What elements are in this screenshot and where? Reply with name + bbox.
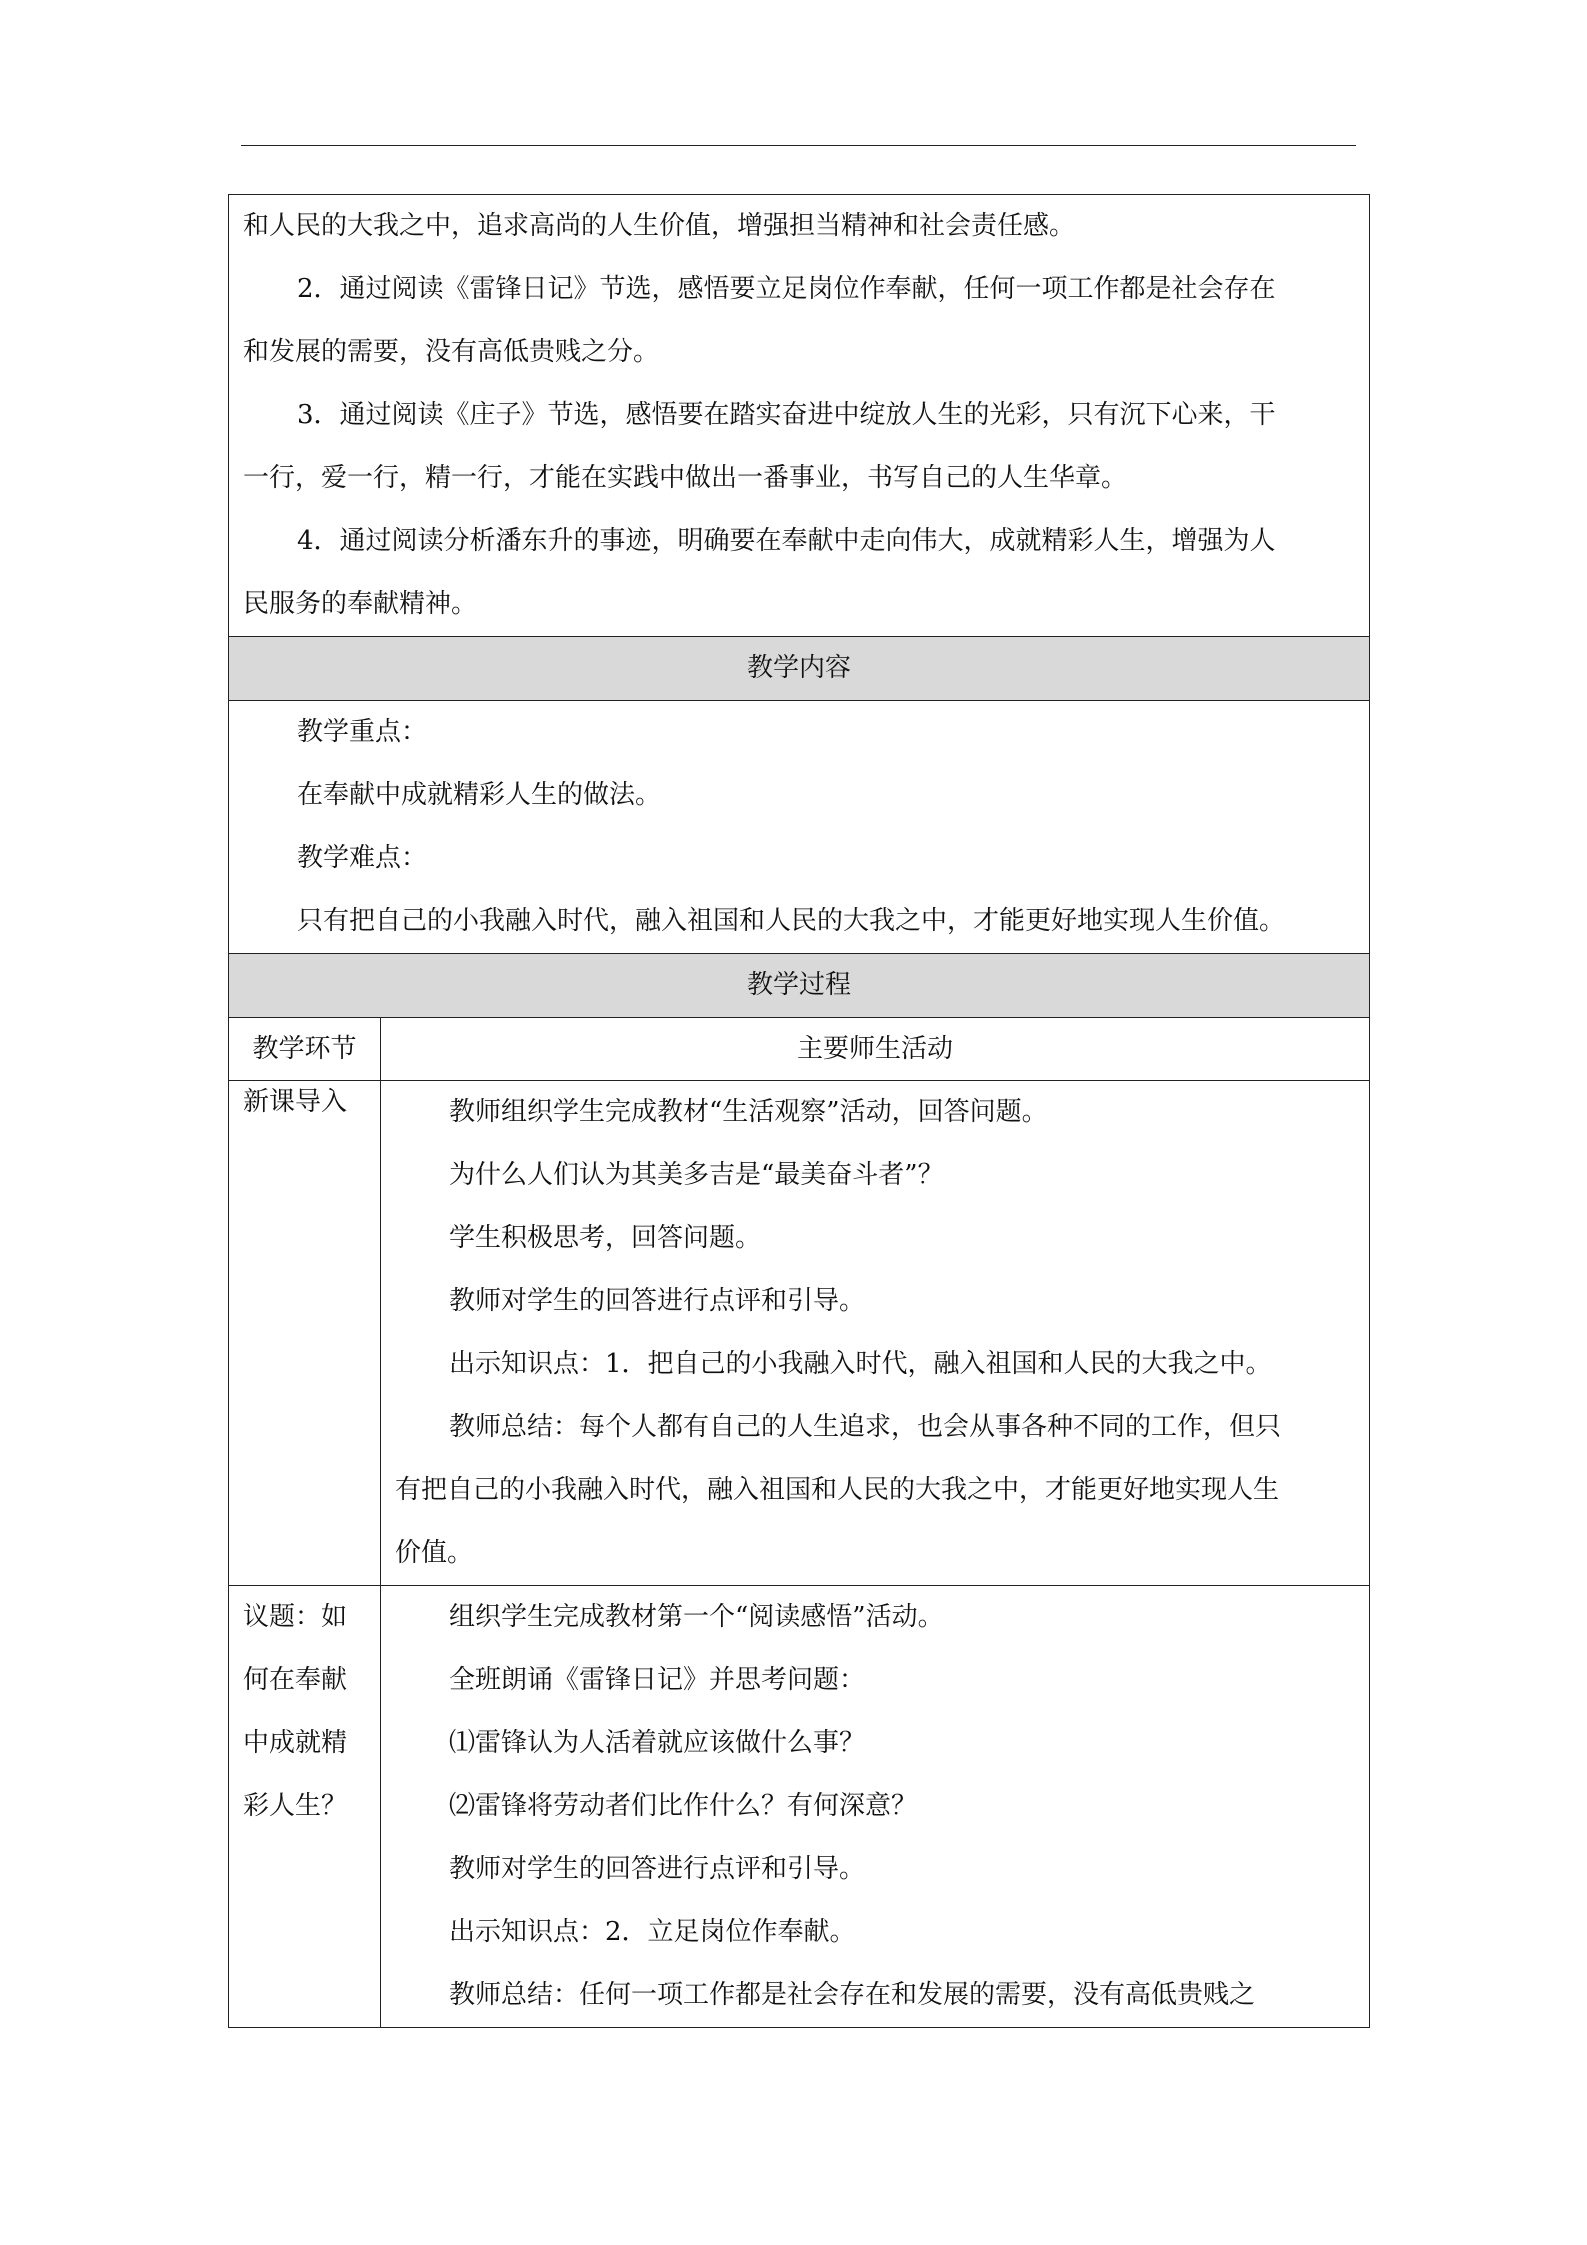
stage-label xyxy=(229,1586,380,1838)
table-row xyxy=(229,1586,1370,2028)
stage-cell xyxy=(229,1586,381,2028)
activity-line: 出示知识点：2．立足岗位作奉献。 xyxy=(449,1917,856,1947)
content-line: 只有把自己的小我融入时代，融入祖国和人民的大我之中，才能更好地实现人生价值。 xyxy=(297,906,1286,936)
stage-cell xyxy=(229,1081,381,1586)
activity-line: 教师对学生的回答进行点评和引导。 xyxy=(449,1286,866,1316)
content-heading-row xyxy=(229,637,1370,701)
objectives-line: 和人民的大我之中，追求高尚的人生价值，增强担当精神和社会责任感。 xyxy=(243,211,1076,241)
stage-label: 新课导入 xyxy=(243,1087,348,1117)
content-line: 教学难点： xyxy=(297,843,428,873)
objectives-cell xyxy=(229,195,1370,637)
activity-line: 全班朗诵《雷锋日记》并思考问题： xyxy=(449,1665,866,1695)
activity-line: 教师总结：任何一项工作都是社会存在和发展的需要，没有高低贵贱之 xyxy=(449,1980,1256,2010)
stage-label-line: 中成就精 xyxy=(243,1728,348,1758)
stage-label-line: 议题：如 xyxy=(243,1602,348,1632)
activity-line: ⑵雷锋将劳动者们比作什么？有何深意？ xyxy=(449,1791,918,1821)
process-column-header-row xyxy=(229,1018,1370,1081)
activity-line: 出示知识点：1．把自己的小我融入时代，融入祖国和人民的大我之中。 xyxy=(449,1349,1272,1379)
activity-line: 教师总结：每个人都有自己的人生追求，也会从事各种不同的工作，但只 xyxy=(449,1412,1282,1442)
objectives-line: 3．通过阅读《庄子》节选，感悟要在踏实奋进中绽放人生的光彩，只有沉下心来，干 xyxy=(297,400,1276,430)
content-section-heading: 教学内容 xyxy=(229,637,1370,701)
stage-label-line: 何在奉献 xyxy=(243,1665,348,1695)
content-line: 教学重点： xyxy=(297,717,428,747)
activity-line: 学生积极思考，回答问题。 xyxy=(449,1223,762,1253)
process-heading-row xyxy=(229,954,1370,1018)
activity-cell xyxy=(381,1586,1370,2028)
lesson-plan-table xyxy=(228,194,1370,2028)
content-row xyxy=(229,701,1370,954)
content-cell xyxy=(229,701,1370,954)
objectives-line: 和发展的需要，没有高低贵贱之分。 xyxy=(243,337,660,367)
activity-line: ⑴雷锋认为人活着就应该做什么事？ xyxy=(449,1728,866,1758)
header-rule xyxy=(241,145,1356,146)
activity-cell xyxy=(381,1081,1370,1586)
activity-line: 教师对学生的回答进行点评和引导。 xyxy=(449,1854,866,1884)
objectives-line: 4．通过阅读分析潘东升的事迹，明确要在奉献中走向伟大，成就精彩人生，增强为人 xyxy=(297,526,1276,556)
column-header-stage: 教学环节 xyxy=(229,1018,381,1081)
objectives-row xyxy=(229,195,1370,637)
table-row xyxy=(229,1081,1370,1586)
objectives-line: 民服务的奉献精神。 xyxy=(243,589,478,619)
activity-line: 有把自己的小我融入时代，融入祖国和人民的大我之中，才能更好地实现人生 xyxy=(395,1475,1280,1505)
activity-line: 为什么人们认为其美多吉是“最美奋斗者”？ xyxy=(449,1160,944,1190)
activity-line: 教师组织学生完成教材“生活观察”活动，回答问题。 xyxy=(449,1097,1048,1127)
process-section-heading: 教学过程 xyxy=(229,954,1370,1018)
column-header-activity: 主要师生活动 xyxy=(381,1018,1370,1081)
objectives-line: 一行，爱一行，精一行，才能在实践中做出一番事业，书写自己的人生华章。 xyxy=(243,463,1128,493)
stage-label-line: 彩人生？ xyxy=(243,1791,348,1821)
activity-line: 组织学生完成教材第一个“阅读感悟”活动。 xyxy=(449,1602,944,1632)
objectives-line: 2．通过阅读《雷锋日记》节选，感悟要立足岗位作奉献，任何一项工作都是社会存在 xyxy=(297,274,1276,304)
content-line: 在奉献中成就精彩人生的做法。 xyxy=(297,780,662,810)
activity-line: 价值。 xyxy=(395,1538,474,1568)
